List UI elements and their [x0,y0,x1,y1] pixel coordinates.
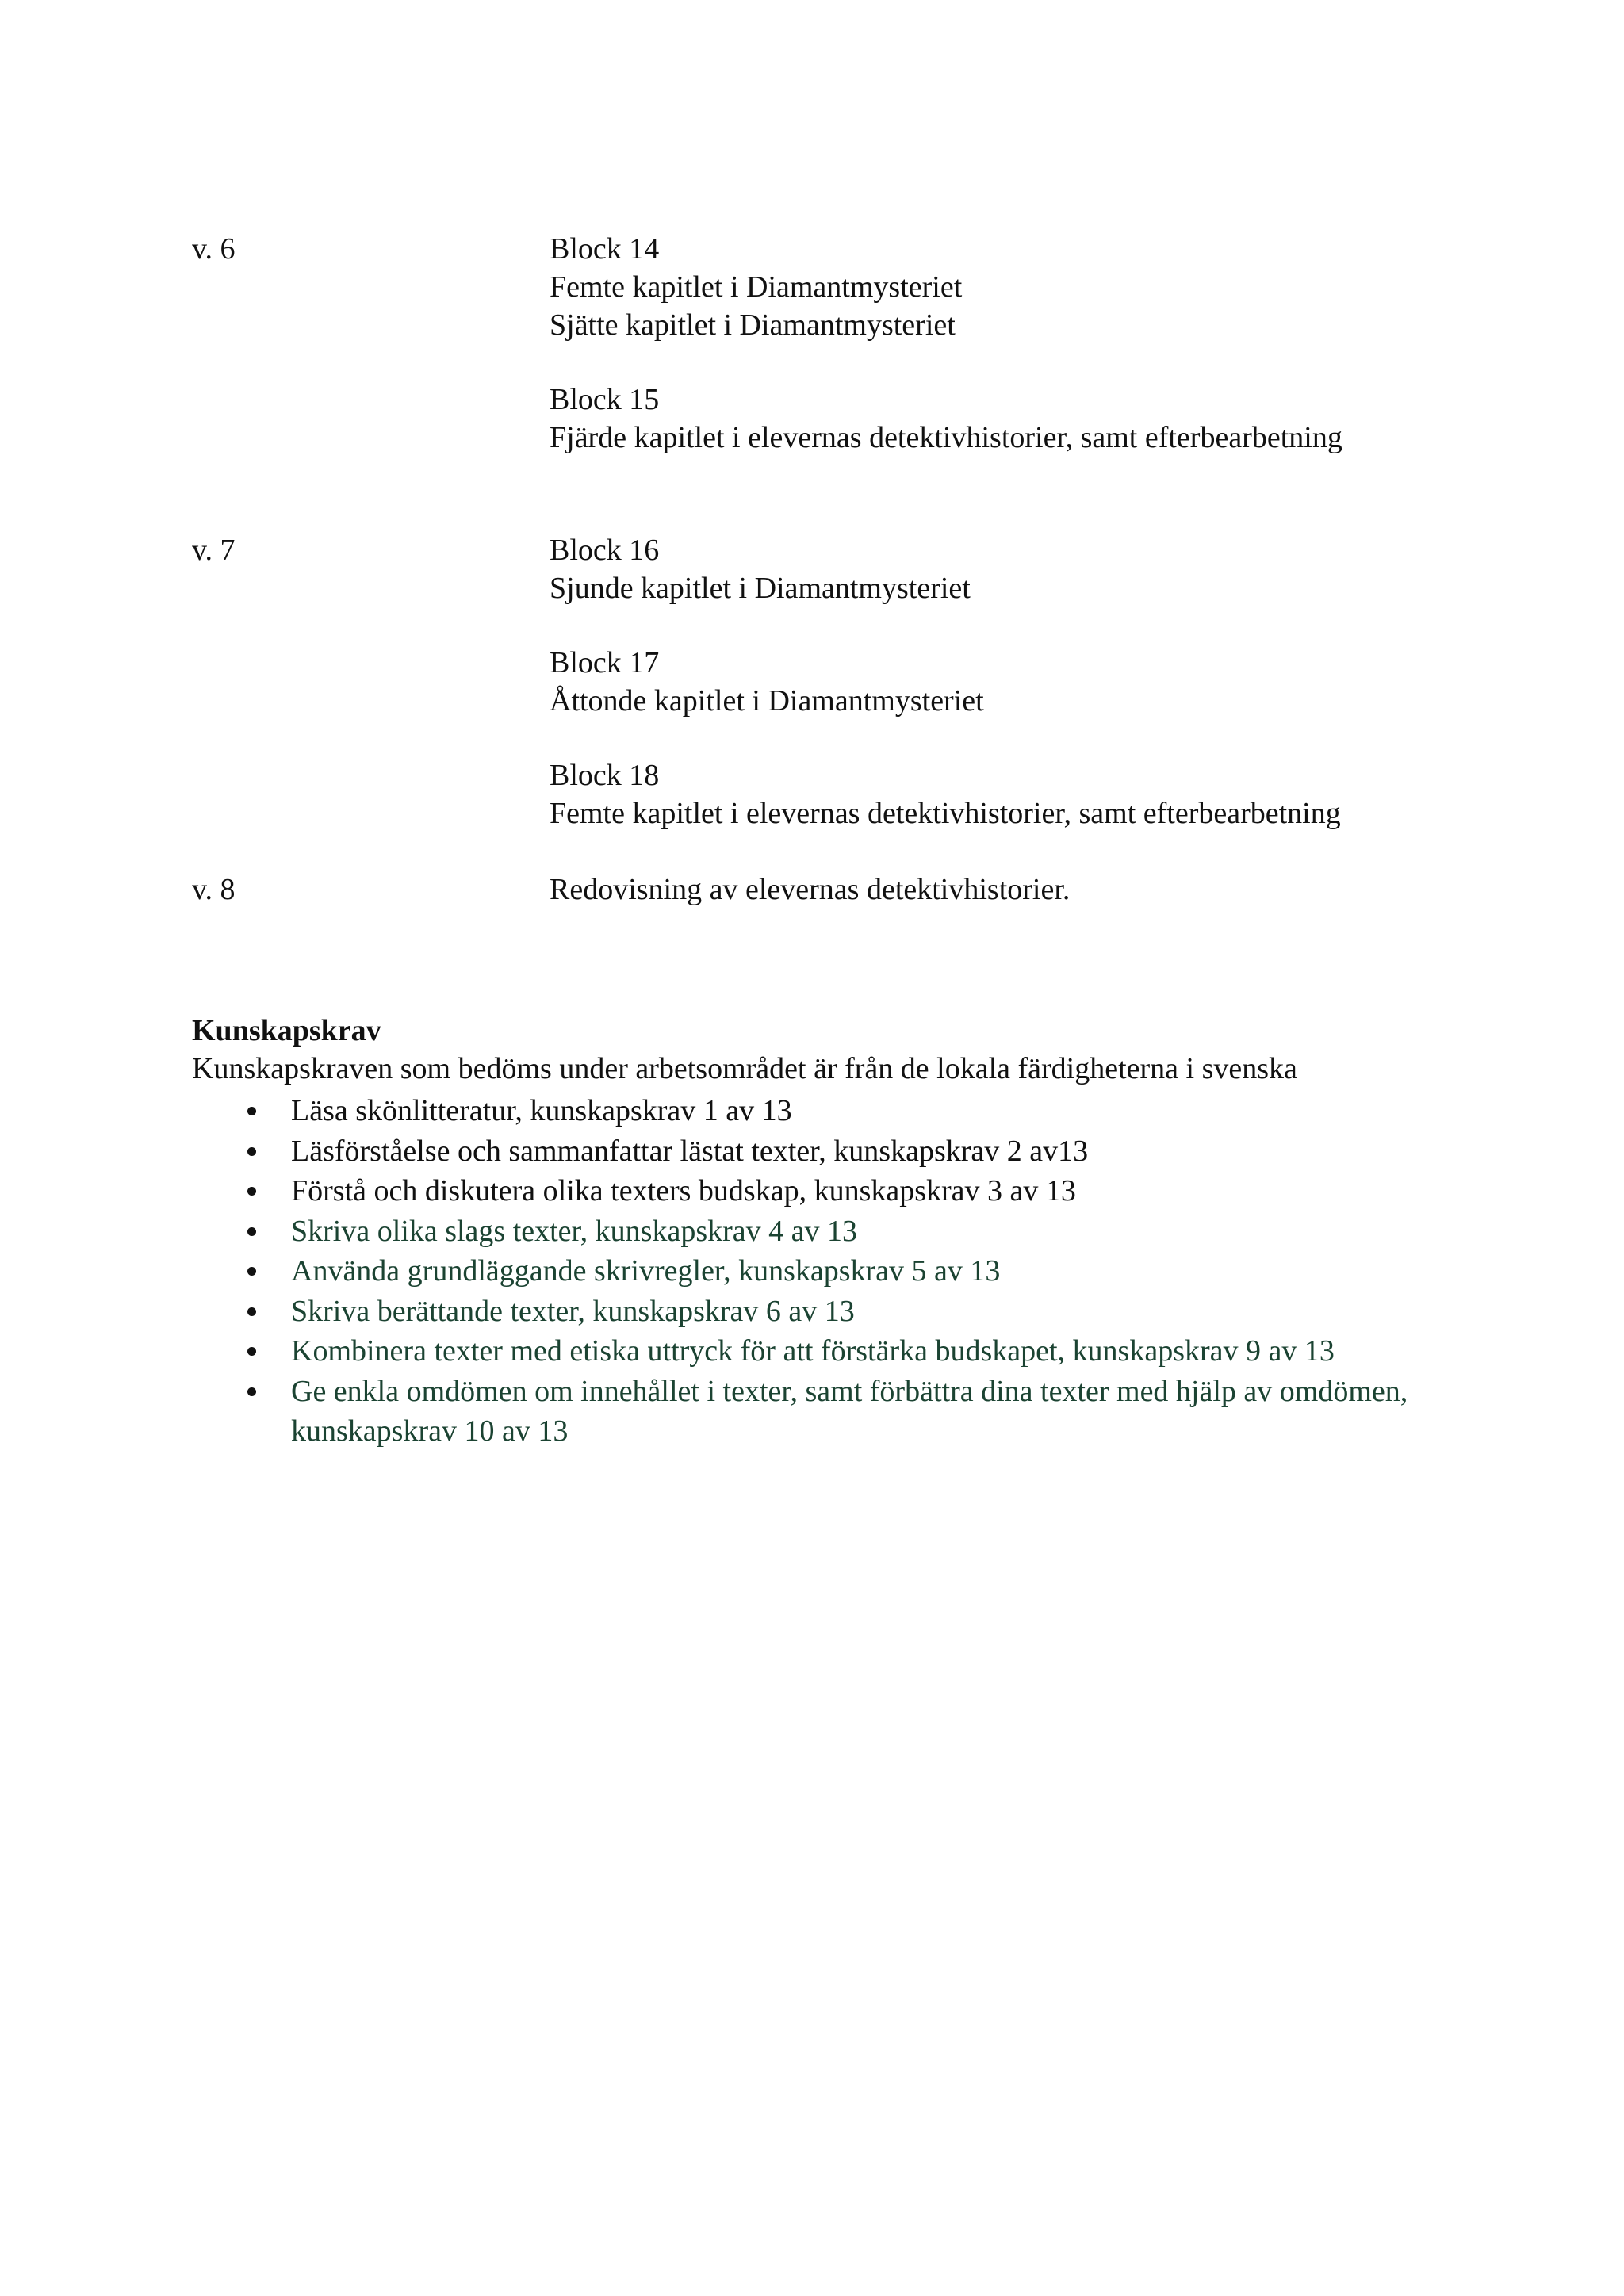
requirement-text: Läsförståelse och sammanfattar lästat texter, kunskapskrav 2 av13 [291,1134,1089,1168]
requirement-item [192,1331,1465,1372]
block-description: Femte kapitlet i Diamantmysteriet [550,270,963,304]
block-entry [550,230,1541,344]
requirement-item [192,1372,1465,1452]
bullet-icon [247,1267,256,1276]
requirement-item [192,1091,1465,1131]
requirement-item [192,1131,1465,1172]
requirement-text: Skriva olika slags texter, kunskapskrav 4 av 13 [291,1214,858,1248]
requirement-item [192,1211,1465,1252]
kunskapskrav-section [192,1012,1492,1452]
block-entry [550,871,1541,909]
bullet-icon [247,1387,256,1396]
week-label: v. 8 [192,873,236,906]
week-blocks [550,230,1541,493]
bullet-icon [247,1347,256,1356]
requirement-text: Skriva berättande texter, kunskapskrav 6 av 13 [291,1294,855,1328]
week-blocks [550,871,1541,945]
block-description: Femte kapitlet i elevernas detektivhistorier, samt efterbearbetning [550,797,1341,830]
requirement-text: Läsa skönlitteratur, kunskapskrav 1 av 13 [291,1094,792,1127]
block-description: Sjätte kapitlet i Diamantmysteriet [550,308,956,342]
section-heading: Kunskapskrav [192,1014,381,1047]
requirement-text: Ge enkla omdömen om innehållet i texter, samt förbättra dina texter med hjälp av omdömen, kunskapskrav 10 av 13 [291,1374,1408,1448]
bullet-icon [247,1107,256,1115]
block-description: Redovisning av elevernas detektivhistorier. [550,873,1071,906]
week-blocks [550,531,1541,869]
block-entry [550,644,1541,720]
block-entry [550,756,1541,832]
block-title: Block 14 [550,232,660,266]
block-title: Block 15 [550,383,660,416]
requirement-text: Använda grundläggande skrivregler, kunskapskrav 5 av 13 [291,1254,1001,1288]
block-description: Fjärde kapitlet i elevernas detektivhistorier, samt efterbearbetning [550,421,1342,454]
block-entry [550,381,1541,457]
bullet-icon [247,1307,256,1316]
requirement-item [192,1251,1465,1292]
requirement-text: Kombinera texter med etiska uttryck för att förstärka budskapet, kunskapskrav 9 av 13 [291,1334,1335,1368]
requirement-item [192,1171,1465,1211]
block-entry [550,531,1541,607]
block-description: Sjunde kapitlet i Diamantmysteriet [550,572,971,605]
requirement-text: Förstå och diskutera olika texters budskap, kunskapskrav 3 av 13 [291,1174,1076,1207]
bullet-icon [247,1187,256,1196]
bullet-icon [247,1147,256,1156]
section-intro: Kunskapskraven som bedöms under arbetsområdet är från de lokala färdigheterna i svenska [192,1052,1297,1085]
requirements-list [192,1091,1492,1452]
week-label: v. 6 [192,232,236,266]
block-title: Block 18 [550,759,660,792]
requirement-item [192,1292,1465,1332]
bullet-icon [247,1227,256,1236]
block-title: Block 17 [550,646,660,679]
week-label: v. 7 [192,534,236,567]
block-description: Åttonde kapitlet i Diamantmysteriet [550,684,984,718]
block-title: Block 16 [550,534,660,567]
